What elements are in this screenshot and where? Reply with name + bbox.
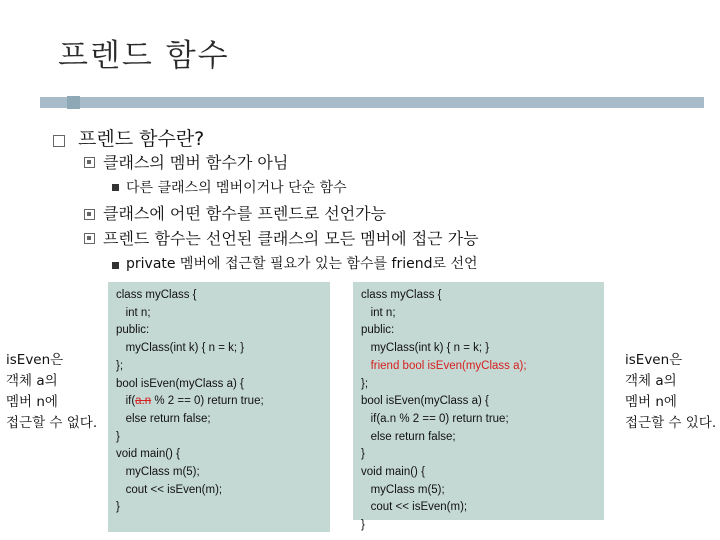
code-line: }: [116, 501, 120, 514]
right-explanation-note: [625, 350, 716, 434]
code-line: };: [361, 377, 369, 390]
left-explanation-note: [6, 350, 97, 434]
square-bullet-icon: [84, 209, 95, 220]
code-line: void main() {: [116, 448, 180, 461]
bullet-text: 다른 클래스의 멤버이거나 단순 함수: [126, 180, 347, 196]
square-bullet-icon: [53, 135, 65, 147]
code-line: public:: [361, 324, 395, 337]
slide-title: 프렌드 함수: [58, 38, 230, 74]
code-fragment: % 2 == 0) return true;: [151, 395, 264, 408]
note-line: 접근할 수 없다.: [6, 415, 98, 431]
note-line: 객체 a의: [625, 373, 677, 389]
code-line: }: [116, 430, 120, 443]
note-line: isEven은: [6, 352, 64, 368]
code-line: class myClass {: [361, 289, 442, 301]
note-line: 객체 a의: [6, 373, 58, 389]
filled-square-bullet-icon: [112, 184, 119, 191]
filled-square-bullet-icon: [112, 262, 119, 269]
code-line: if(a.n % 2 == 0) return true;: [361, 412, 509, 425]
bullet-text: 클래스에 어떤 함수를 프렌드로 선언가능: [103, 204, 387, 223]
code-line: }: [361, 448, 365, 461]
title-divider-bar: [40, 97, 704, 108]
code-line: public:: [116, 324, 150, 337]
code-fragment: if(: [116, 395, 136, 408]
note-line: 멤버 n에: [6, 394, 58, 410]
code-line: [116, 393, 322, 411]
bullet-text: 프렌드 함수는 선언된 클래스의 모든 멤버에 접근 가능: [103, 229, 479, 248]
heading-text: 프렌드 함수란?: [78, 128, 205, 150]
code-line: int n;: [116, 306, 151, 319]
code-line: myClass(int k) { n = k; }: [116, 342, 245, 355]
code-line: class myClass {: [116, 289, 197, 301]
code-line: else return false;: [361, 430, 456, 443]
code-line: myClass(int k) { n = k; }: [361, 342, 490, 355]
note-line: 접근할 수 있다.: [625, 415, 717, 431]
code-line: };: [116, 359, 124, 372]
note-line: isEven은: [625, 352, 683, 368]
code-block-without-friend: [108, 282, 330, 532]
bullet-text: private 멤버에 접근할 필요가 있는 함수를 friend로 선언: [126, 256, 478, 272]
code-line: cout << isEven(m);: [116, 483, 223, 496]
highlighted-member-access: a.n: [135, 395, 152, 408]
friend-declaration-line: friend bool isEven(myClass a);: [361, 359, 527, 372]
code-line: cout << isEven(m);: [361, 501, 468, 514]
bullet-text: 클래스의 멤버 함수가 아님: [103, 153, 289, 172]
code-line: int n;: [361, 306, 396, 319]
code-block-with-friend: [353, 282, 604, 532]
code-line: void main() {: [361, 466, 425, 479]
square-bullet-icon: [84, 233, 95, 244]
note-line: 멤버 n에: [625, 394, 677, 410]
title-bar-accent: [67, 96, 80, 109]
code-line: else return false;: [116, 412, 211, 425]
code-line: }: [361, 519, 365, 532]
code-line: bool isEven(myClass a) {: [361, 395, 489, 408]
square-bullet-icon: [84, 157, 95, 168]
code-line: bool isEven(myClass a) {: [116, 377, 244, 390]
code-line: myClass m(5);: [361, 483, 445, 496]
code-line: myClass m(5);: [116, 466, 200, 479]
